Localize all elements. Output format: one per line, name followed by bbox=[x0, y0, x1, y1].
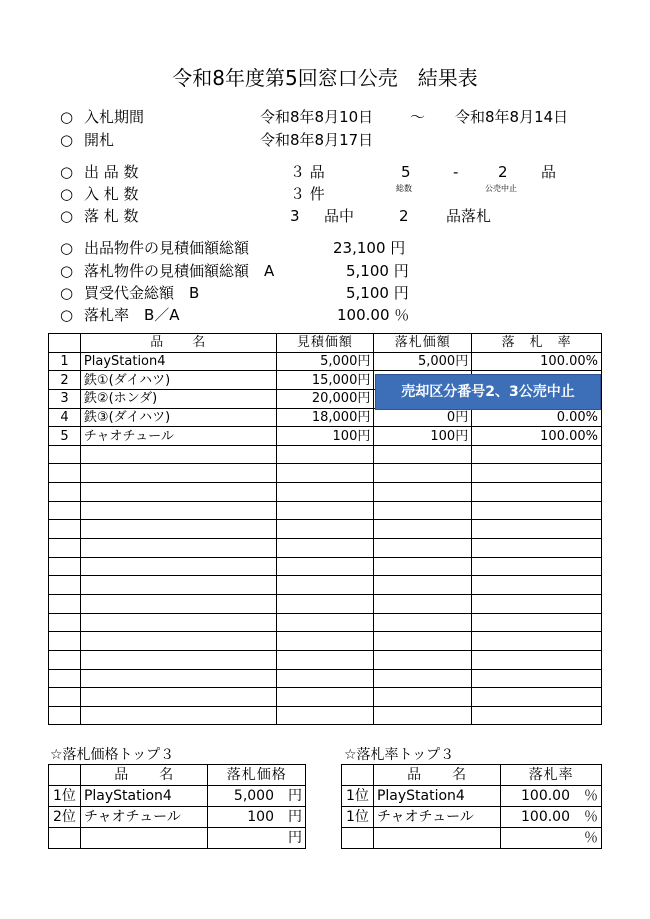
empty-cell bbox=[49, 576, 81, 595]
item-name: チャオチュール bbox=[80, 807, 208, 828]
item-name bbox=[373, 828, 500, 849]
table-row bbox=[49, 828, 306, 849]
header-cell: 落札率 bbox=[501, 765, 602, 786]
winning-rate: 100.00% bbox=[472, 352, 602, 371]
period-start: 令和8年8月10日 bbox=[260, 108, 374, 126]
table-row-empty bbox=[49, 483, 602, 502]
empty-cell bbox=[49, 613, 81, 632]
empty-cell bbox=[472, 501, 602, 520]
winning-price: 5,000円 bbox=[374, 352, 472, 371]
empty-cell bbox=[80, 669, 276, 688]
empty-cell bbox=[472, 520, 602, 539]
winning-rate: 100.00 ％ bbox=[501, 807, 602, 828]
empty-cell bbox=[49, 669, 81, 688]
top-rate-title: ☆落札率トップ３ bbox=[344, 747, 455, 763]
items-count-value: ３ 品 bbox=[290, 163, 325, 181]
cancellation-banner: 売却区分番号2、3公売中止 bbox=[375, 374, 601, 410]
estimate-price: 18,000円 bbox=[276, 408, 374, 427]
empty-cell bbox=[472, 576, 602, 595]
empty-cell bbox=[472, 706, 602, 725]
items-unit: 品 bbox=[541, 163, 557, 181]
top-price-title: ☆落札価格トップ３ bbox=[50, 747, 175, 763]
empty-cell bbox=[276, 669, 374, 688]
row-number: 2 bbox=[49, 371, 81, 390]
winning-rate: 100.00 ％ bbox=[501, 786, 602, 807]
bids-count-label: 入 札 数 bbox=[84, 185, 139, 203]
won-estimate-value: 5,100 円 bbox=[346, 262, 409, 280]
table-row-empty bbox=[49, 501, 602, 520]
estimate-total-value: 23,100 円 bbox=[333, 239, 406, 257]
circle-bullet: ○ bbox=[60, 131, 74, 149]
row-number: 5 bbox=[49, 427, 81, 446]
table-row-empty bbox=[49, 632, 602, 651]
rank: 1位 bbox=[342, 786, 374, 807]
empty-cell bbox=[374, 464, 472, 483]
empty-cell bbox=[374, 688, 472, 707]
empty-cell bbox=[80, 520, 276, 539]
empty-cell bbox=[276, 594, 374, 613]
won-count-unit: 品落札 bbox=[446, 207, 492, 225]
item-name: チャオチュール bbox=[373, 807, 500, 828]
items-total: 5 bbox=[401, 163, 411, 181]
winning-price: 100 円 bbox=[208, 807, 306, 828]
table-row-empty bbox=[49, 464, 602, 483]
table-row-empty bbox=[49, 557, 602, 576]
empty-cell bbox=[49, 594, 81, 613]
circle-bullet: ○ bbox=[60, 207, 74, 225]
empty-cell bbox=[472, 650, 602, 669]
empty-cell bbox=[80, 650, 276, 669]
empty-cell bbox=[49, 445, 81, 464]
empty-cell bbox=[49, 688, 81, 707]
item-name: 鉄③(ダイハツ) bbox=[80, 408, 276, 427]
won-count-won: 2 bbox=[399, 207, 409, 225]
table-header-row bbox=[49, 765, 306, 786]
empty-cell bbox=[472, 688, 602, 707]
estimate-price: 20,000円 bbox=[276, 389, 374, 408]
table-row-empty bbox=[49, 669, 602, 688]
empty-cell bbox=[49, 501, 81, 520]
empty-cell bbox=[374, 557, 472, 576]
table-row bbox=[49, 786, 306, 807]
empty-cell bbox=[80, 483, 276, 502]
empty-cell bbox=[276, 706, 374, 725]
table-row-empty bbox=[49, 445, 602, 464]
won-count-of: 品中 bbox=[324, 207, 355, 225]
empty-cell bbox=[374, 520, 472, 539]
empty-cell bbox=[49, 632, 81, 651]
cancel-note: 公売中止 bbox=[485, 184, 517, 193]
opening-label: 開札 bbox=[84, 131, 115, 149]
header-cell: 落 札 率 bbox=[472, 334, 602, 353]
empty-cell bbox=[276, 632, 374, 651]
empty-cell bbox=[374, 539, 472, 558]
empty-cell bbox=[49, 483, 81, 502]
header-cell: 落札価格 bbox=[208, 765, 306, 786]
empty-cell bbox=[49, 706, 81, 725]
circle-bullet: ○ bbox=[60, 306, 74, 324]
items-count-label: 出 品 数 bbox=[84, 163, 139, 181]
empty-cell bbox=[472, 613, 602, 632]
purchase-total-label: 買受代金総額 B bbox=[84, 284, 200, 302]
winning-rate: 100.00% bbox=[472, 427, 602, 446]
empty-cell bbox=[80, 594, 276, 613]
item-name: チャオチュール bbox=[80, 427, 276, 446]
table-row-empty bbox=[49, 706, 602, 725]
period-tilde: ～ bbox=[410, 108, 426, 126]
period-label: 入札期間 bbox=[84, 108, 145, 126]
purchase-total-value: 5,100 円 bbox=[346, 284, 409, 302]
rate-value: 100.00 ％ bbox=[337, 306, 410, 324]
empty-cell bbox=[80, 501, 276, 520]
table-row bbox=[342, 786, 602, 807]
header-cell: 落札価額 bbox=[374, 334, 472, 353]
empty-cell bbox=[80, 464, 276, 483]
empty-cell bbox=[374, 445, 472, 464]
empty-cell bbox=[472, 594, 602, 613]
item-name: 鉄①(ダイハツ) bbox=[80, 371, 276, 390]
table-row bbox=[49, 427, 602, 446]
table-row-empty bbox=[49, 594, 602, 613]
empty-cell bbox=[374, 706, 472, 725]
top-rate-table bbox=[341, 764, 602, 849]
empty-cell bbox=[80, 632, 276, 651]
empty-cell bbox=[276, 445, 374, 464]
table-row bbox=[342, 807, 602, 828]
rate-label: 落札率 B／A bbox=[84, 306, 180, 324]
winning-rate: 0.00% bbox=[472, 408, 602, 427]
row-number: 3 bbox=[49, 389, 81, 408]
empty-cell bbox=[374, 650, 472, 669]
winning-rate: ％ bbox=[501, 828, 602, 849]
empty-cell bbox=[80, 706, 276, 725]
item-name: PlayStation4 bbox=[373, 786, 500, 807]
circle-bullet: ○ bbox=[60, 108, 74, 126]
winning-price: 円 bbox=[208, 828, 306, 849]
header-cell: 品 名 bbox=[80, 765, 208, 786]
table-header-row bbox=[49, 334, 602, 353]
empty-cell bbox=[374, 576, 472, 595]
item-name bbox=[80, 828, 208, 849]
empty-cell bbox=[49, 464, 81, 483]
top-price-table bbox=[48, 764, 306, 849]
empty-cell bbox=[80, 557, 276, 576]
empty-cell bbox=[276, 464, 374, 483]
table-row bbox=[49, 807, 306, 828]
empty-cell bbox=[80, 613, 276, 632]
estimate-price: 15,000円 bbox=[276, 371, 374, 390]
rank bbox=[49, 828, 81, 849]
empty-cell bbox=[276, 688, 374, 707]
empty-cell bbox=[80, 539, 276, 558]
rank bbox=[342, 828, 374, 849]
won-count-label: 落 札 数 bbox=[84, 207, 139, 225]
empty-cell bbox=[374, 613, 472, 632]
period-end: 令和8年8月14日 bbox=[455, 108, 569, 126]
estimate-price: 5,000円 bbox=[276, 352, 374, 371]
empty-cell bbox=[49, 650, 81, 669]
empty-cell bbox=[80, 576, 276, 595]
circle-bullet: ○ bbox=[60, 262, 74, 280]
estimate-total-label: 出品物件の見積価額総額 bbox=[84, 239, 250, 257]
circle-bullet: ○ bbox=[60, 284, 74, 302]
page-title: 令和8年度第5回窓口公売 結果表 bbox=[172, 66, 478, 90]
empty-cell bbox=[374, 501, 472, 520]
empty-cell bbox=[472, 557, 602, 576]
empty-cell bbox=[49, 539, 81, 558]
empty-cell bbox=[276, 557, 374, 576]
table-row-empty bbox=[49, 650, 602, 669]
header-cell: 見積価額 bbox=[276, 334, 374, 353]
winning-price: 5,000 円 bbox=[208, 786, 306, 807]
empty-cell bbox=[276, 650, 374, 669]
empty-cell bbox=[472, 539, 602, 558]
won-estimate-label: 落札物件の見積価額総額 A bbox=[84, 262, 275, 280]
empty-cell bbox=[276, 501, 374, 520]
table-row bbox=[342, 828, 602, 849]
circle-bullet: ○ bbox=[60, 239, 74, 257]
table-row bbox=[49, 352, 602, 371]
empty-cell bbox=[49, 557, 81, 576]
table-row-empty bbox=[49, 520, 602, 539]
empty-cell bbox=[374, 483, 472, 502]
rank: 1位 bbox=[49, 786, 81, 807]
total-note: 総数 bbox=[396, 184, 412, 193]
items-dash: - bbox=[453, 163, 459, 181]
table-header-row bbox=[342, 765, 602, 786]
items-cancelled: 2 bbox=[498, 163, 508, 181]
row-number: 1 bbox=[49, 352, 81, 371]
empty-cell bbox=[49, 520, 81, 539]
bids-count-value: ３ 件 bbox=[290, 185, 325, 203]
table-row-empty bbox=[49, 576, 602, 595]
empty-cell bbox=[80, 445, 276, 464]
estimate-price: 100円 bbox=[276, 427, 374, 446]
item-name: 鉄②(ホンダ) bbox=[80, 389, 276, 408]
empty-cell bbox=[276, 539, 374, 558]
empty-cell bbox=[374, 632, 472, 651]
header-cell bbox=[49, 334, 81, 353]
table-row bbox=[49, 408, 602, 427]
header-cell bbox=[342, 765, 374, 786]
row-number: 4 bbox=[49, 408, 81, 427]
winning-price: 0円 bbox=[374, 408, 472, 427]
empty-cell bbox=[472, 464, 602, 483]
empty-cell bbox=[374, 594, 472, 613]
empty-cell bbox=[276, 613, 374, 632]
empty-cell bbox=[472, 483, 602, 502]
header-cell bbox=[49, 765, 81, 786]
empty-cell bbox=[80, 688, 276, 707]
table-row-empty bbox=[49, 688, 602, 707]
empty-cell bbox=[276, 520, 374, 539]
item-name: PlayStation4 bbox=[80, 352, 276, 371]
empty-cell bbox=[472, 632, 602, 651]
rank: 1位 bbox=[342, 807, 374, 828]
empty-cell bbox=[374, 669, 472, 688]
table-row-empty bbox=[49, 613, 602, 632]
table-row-empty bbox=[49, 539, 602, 558]
rank: 2位 bbox=[49, 807, 81, 828]
won-count-value: 3 bbox=[290, 207, 300, 225]
empty-cell bbox=[472, 445, 602, 464]
winning-price: 100円 bbox=[374, 427, 472, 446]
circle-bullet: ○ bbox=[60, 185, 74, 203]
header-cell: 品 名 bbox=[80, 334, 276, 353]
empty-cell bbox=[276, 576, 374, 595]
empty-cell bbox=[472, 669, 602, 688]
item-name: PlayStation4 bbox=[80, 786, 208, 807]
header-cell: 品 名 bbox=[373, 765, 500, 786]
opening-date: 令和8年8月17日 bbox=[260, 131, 374, 149]
circle-bullet: ○ bbox=[60, 163, 74, 181]
empty-cell bbox=[276, 483, 374, 502]
